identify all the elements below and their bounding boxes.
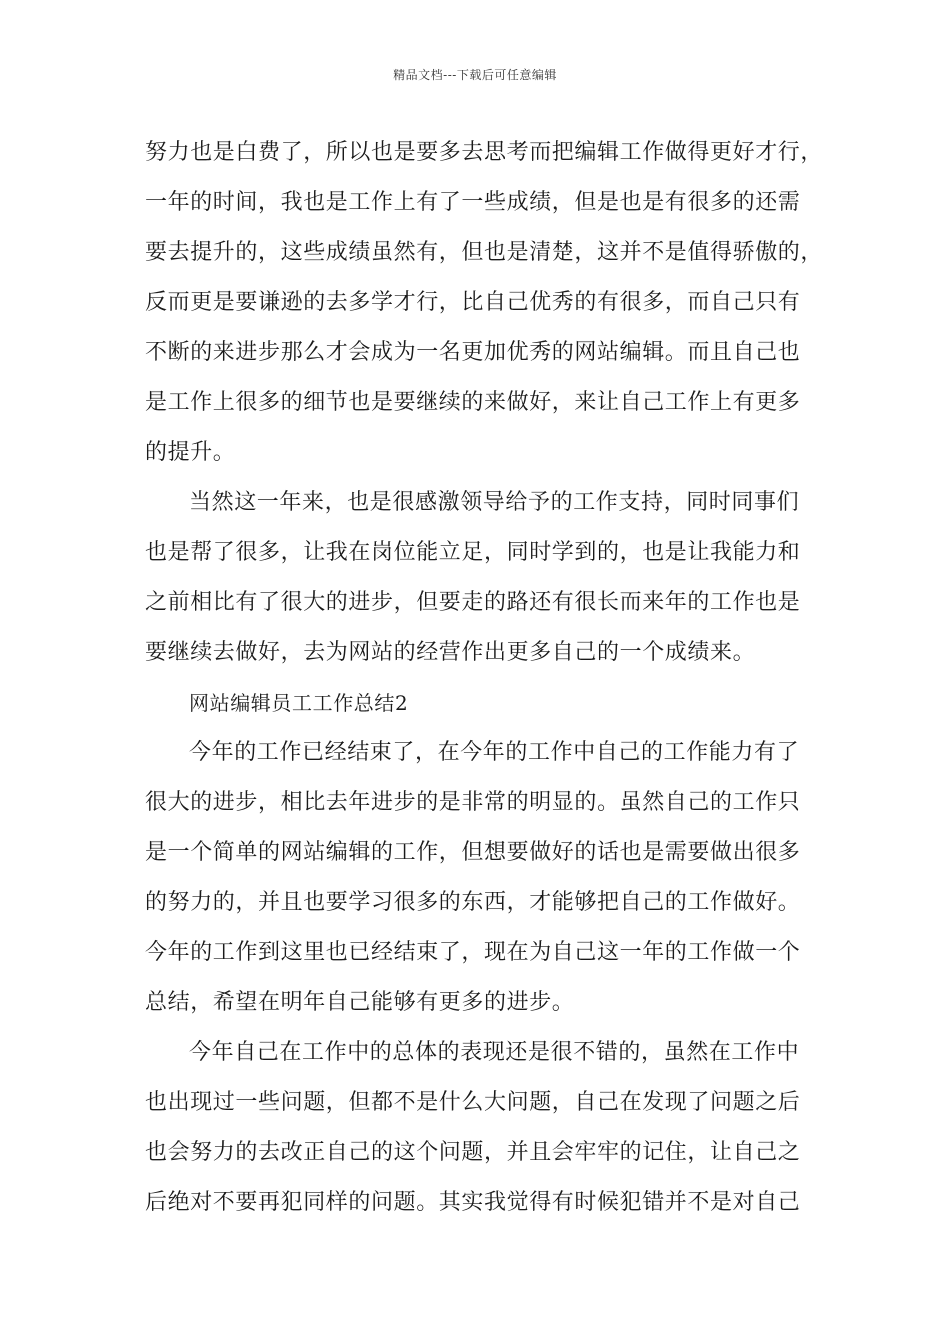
text-line: 的提升。 [145,440,236,465]
text-line: 的努力的，并且也要学习很多的东西，才能够把自己的工作做好。 [145,890,801,915]
text-line: 是工作上很多的细节也是要继续的来做好，来让自己工作上有更多 [145,390,801,415]
text-line: 一年的时间，我也是工作上有了一些成绩，但是也是有很多的还需 [145,190,801,215]
page-header: 精品文档---下载后可任意编辑 [393,68,557,82]
text-line: 要去提升的，这些成绩虽然有，但也是清楚，这并不是值得骄傲的， [145,240,824,265]
section-heading: 网站编辑员工工作总结2 [189,691,409,715]
text-line: 之前相比有了很大的进步，但要走的路还有很长而来年的工作也是 [145,590,801,615]
text-line: 努力也是白费了，所以也是要多去思考而把编辑工作做得更好才行， [145,140,824,165]
text-line: 今年的工作已经结束了，在今年的工作中自己的工作能力有了 [189,740,800,765]
text-line: 总结，希望在明年自己能够有更多的进步。 [145,990,575,1015]
text-line: 不断的来进步那么才会成为一名更加优秀的网站编辑。而且自己也 [145,340,801,365]
text-line: 也是帮了很多，让我在岗位能立足，同时学到的，也是让我能力和 [145,540,801,565]
text-line: 也会努力的去改正自己的这个问题，并且会牢牢的记住，让自己之 [145,1140,801,1165]
text-line: 反而更是要谦逊的去多学才行，比自己优秀的有很多，而自己只有 [145,290,801,315]
text-line: 今年的工作到这里也已经结束了，现在为自己这一年的工作做一个 [145,940,801,965]
text-line: 要继续去做好，去为网站的经营作出更多自己的一个成绩来。 [145,640,756,665]
text-line: 也出现过一些问题，但都不是什么大问题，自己在发现了问题之后 [145,1090,801,1115]
text-line: 很大的进步，相比去年进步的是非常的明显的。虽然自己的工作只 [145,790,801,815]
text-line: 后绝对不要再犯同样的问题。其实我觉得有时候犯错并不是对自己 [145,1190,801,1215]
document-body [145,128,825,1228]
text-line: 今年自己在工作中的总体的表现还是很不错的，虽然在工作中 [189,1040,800,1065]
text-line: 当然这一年来，也是很感激领导给予的工作支持，同时同事们 [189,490,800,515]
text-line: 是一个简单的网站编辑的工作，但想要做好的话也是需要做出很多 [145,840,801,865]
